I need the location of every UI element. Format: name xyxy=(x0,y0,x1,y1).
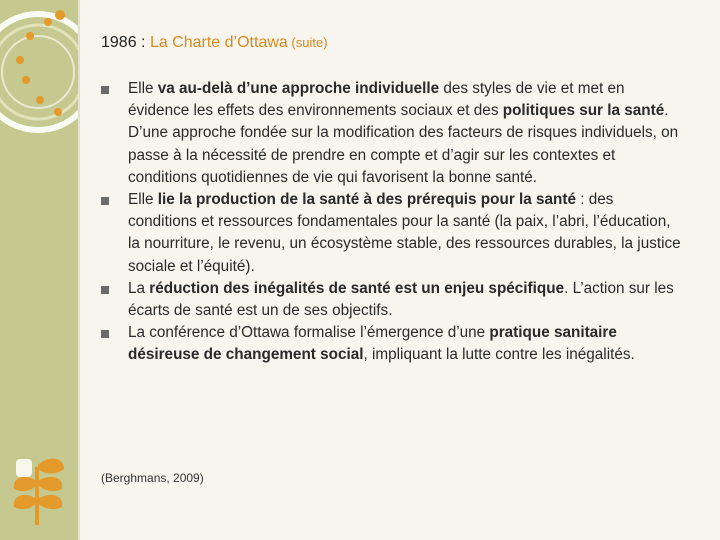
title-year: 1986 : xyxy=(101,34,150,51)
bullet-emphasis: réduction des inégalités de santé est un enjeu spécifique xyxy=(149,279,565,297)
bullet-item xyxy=(101,278,681,322)
bullet-text: La xyxy=(128,279,150,297)
bullet-text: . D’une approche fondée sur la modification des facteurs de risques individuels, on passe à la nécessité de prendre en compte et d’agir sur les contextes et conditions quotidiennes de vie qui favorisent la bonne santé. xyxy=(128,102,679,186)
reference-citation: (Berghmans, 2009) xyxy=(101,471,204,485)
slide-title xyxy=(101,34,328,52)
sidebar-divider xyxy=(78,0,80,540)
title-main: La Charte d’Ottawa xyxy=(149,34,288,51)
title-sub: (suite) xyxy=(287,35,328,50)
bullet-square-icon xyxy=(101,330,109,338)
bullet-emphasis: lie la production de la santé à des prérequis pour la santé xyxy=(157,191,576,209)
bullet-text: Elle xyxy=(128,80,158,97)
bullet-list xyxy=(101,78,681,367)
bullet-text: Elle xyxy=(128,191,158,209)
bullet-emphasis: pratique sanitaire désireuse de changement social xyxy=(128,324,617,364)
bullet-square-icon xyxy=(101,86,109,94)
bullet-item xyxy=(101,189,681,278)
plant-logo-icon xyxy=(8,455,68,525)
bullet-text: , impliquant la lutte contre les inégalités. xyxy=(363,346,635,364)
bullet-square-icon xyxy=(101,286,109,294)
bullet-item xyxy=(101,78,681,189)
bullet-item xyxy=(101,322,681,366)
bullet-text: : des conditions et ressources fondamentales pour la santé (la paix, l’abri, l’éducation, la nourriture, le revenu, un écosystème stable, des ressources durables, la justice sociale et l’équité). xyxy=(128,191,681,275)
bullet-emphasis: politiques sur la santé xyxy=(502,102,665,120)
bullet-square-icon xyxy=(101,197,109,205)
bullet-text: des styles de vie et met en évidence les effets des environnements sociaux et des xyxy=(128,80,625,120)
bullet-emphasis: va au-delà d’une approche individuelle xyxy=(157,80,440,97)
bullet-text: . L’action sur les écarts de santé est un de ses objectifs. xyxy=(128,279,674,320)
sidebar xyxy=(0,0,78,540)
bullet-text: La conférence d’Ottawa formalise l’émergence d’une xyxy=(128,324,490,342)
promotion-sante-logo-icon xyxy=(0,0,78,200)
